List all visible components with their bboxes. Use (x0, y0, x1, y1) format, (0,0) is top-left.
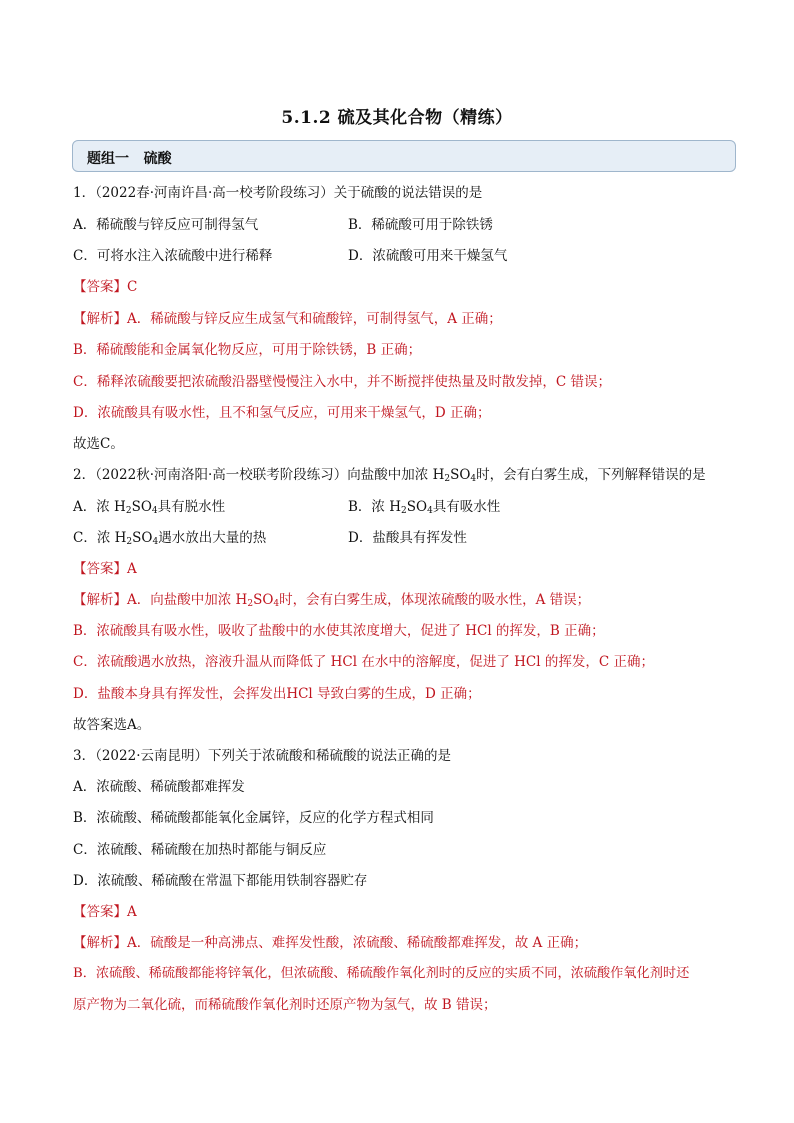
q3-option-c: C．浓硫酸、稀硫酸在加热时都能与铜反应 (73, 842, 327, 858)
q1-answer: 【答案】C (73, 279, 138, 295)
q1-stem: 1．（2022春·河南许昌·高一校考阶段练习）关于硫酸的说法错误的是 (73, 185, 483, 201)
q2-analysis-c: C．浓硫酸遇水放热，溶液升温从而降低了 HCl 在水中的溶解度，促进了 HCl 的挥发，C 正确； (73, 654, 654, 670)
group-header-box (72, 140, 736, 172)
q1-option-b: B．稀硫酸可用于除铁锈 (348, 217, 493, 233)
q2-conclusion: 故答案选A。 (73, 717, 151, 733)
q3-stem: 3．（2022·云南昆明）下列关于浓硫酸和稀硫酸的说法正确的是 (73, 748, 451, 764)
q1-analysis-a: 【解析】A．稀硫酸与锌反应生成氢气和硫酸锌，可制得氢气，A 正确； (73, 311, 502, 327)
q1-option-d: D．浓硫酸可用来干燥氢气 (348, 248, 508, 264)
q2-analysis-b: B．浓硫酸具有吸水性，吸收了盐酸中的水使其浓度增大，促进了 HCl 的挥发，B 正确； (73, 623, 605, 639)
q3-option-d: D．浓硫酸、稀硫酸在常温下都能用铁制容器贮存 (73, 873, 368, 889)
q3-analysis-a: 【解析】A．硫酸是一种高沸点、难挥发性酸，浓硫酸、稀硫酸都难挥发，故 A 正确； (73, 935, 588, 951)
q1-analysis-c: C．稀释浓硫酸要把浓硫酸沿器壁慢慢注入水中，并不断搅拌使热量及时散发掉，C 错误； (73, 374, 611, 390)
q1-analysis-d: D．浓硫酸具有吸水性，且不和氢气反应，可用来干燥氢气，D 正确； (73, 405, 491, 421)
q2-option-c: C．浓 $H_2SO_4$遇水放出大量的热 (73, 530, 267, 547)
q3-answer: 【答案】A (73, 904, 137, 920)
q2-analysis-a: 【解析】A．向盐酸中加浓 $H_2SO_4$时，会有白雾生成，体现浓硫酸的吸水性，A 错误； (73, 592, 591, 609)
q2-answer: 【答案】A (73, 561, 137, 577)
q3-option-b: B．浓硫酸、稀硫酸都能氧化金属锌，反应的化学方程式相同 (73, 810, 434, 826)
q1-analysis-b: B．稀硫酸能和金属氧化物反应，可用于除铁锈，B 正确； (73, 342, 422, 358)
q2-stem: 2．（2022秋·河南洛阳·高一校联考阶段练习）向盐酸中加浓 $H_2SO_4$时，会有白雾生成，下列解释错误的是 (73, 467, 706, 484)
q1-option-a: A．稀硫酸与锌反应可制得氢气 (73, 217, 259, 233)
q1-conclusion: 故选C。 (73, 436, 124, 452)
page-title: 5.1.2 硫及其化合物（精练） (281, 108, 513, 128)
q2-option-a: A．浓 $H_2SO_4$具有脱水性 (73, 499, 226, 516)
q2-option-b: B．浓 $H_2SO_4$具有吸水性 (348, 499, 501, 516)
q1-option-c: C．可将水注入浓硫酸中进行稀释 (73, 248, 273, 264)
q2-analysis-d: D．盐酸本身具有挥发性，会挥发出HCl 导致白雾的生成，D 正确； (73, 686, 481, 702)
q3-option-a: A．浓硫酸、稀硫酸都难挥发 (73, 779, 245, 795)
group-header: 题组一 硫酸 (87, 151, 172, 167)
q2-option-d: D．盐酸具有挥发性 (348, 530, 467, 546)
q3-analysis-b: B．浓硫酸、稀硫酸都能将锌氧化，但浓硫酸、稀硫酸作氧化剂时的反应的实质不同，浓硫酸作氧化剂时还 (73, 966, 690, 981)
q3-analysis-b-cont: 原产物为二氧化硫，而稀硫酸作氧化剂时还原产物为氢气，故 B 错误； (73, 997, 497, 1013)
